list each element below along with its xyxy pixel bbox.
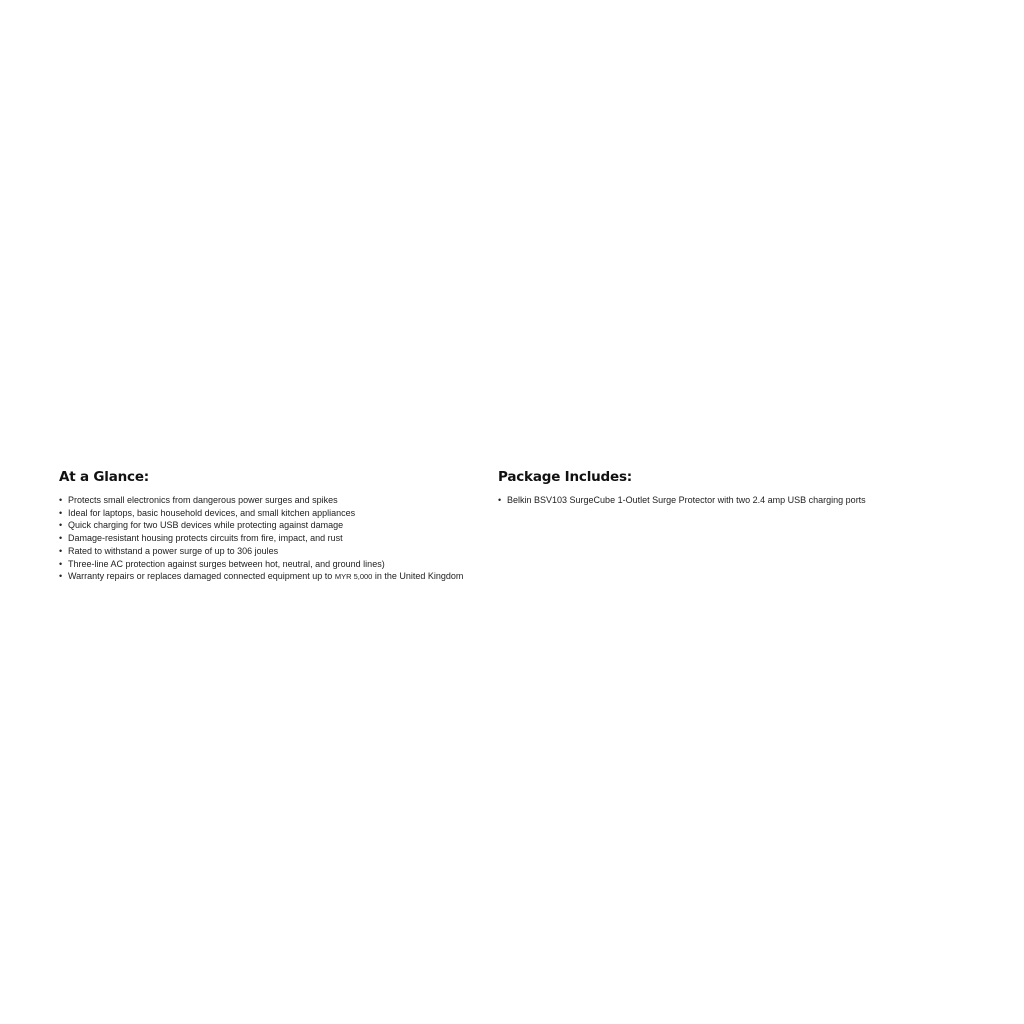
package-includes-section bbox=[498, 468, 918, 507]
bullet-icon: • bbox=[498, 495, 502, 505]
bullet-icon: • bbox=[59, 558, 63, 569]
list-item-text: Rated to withstand a power surge of up to 306 joules bbox=[68, 545, 279, 556]
list-item bbox=[59, 532, 479, 545]
warranty-prefix: Warranty repairs or replaces damaged connected equipment up to bbox=[68, 571, 335, 582]
bullet-icon: • bbox=[59, 520, 63, 531]
package-includes-heading: Package Includes: bbox=[498, 469, 632, 485]
package-includes-list bbox=[498, 494, 918, 507]
at-a-glance-heading: At a Glance: bbox=[59, 469, 149, 485]
bullet-icon: • bbox=[59, 533, 63, 544]
list-item-text: Three-line AC protection against surges between hot, neutral, and ground lines) bbox=[68, 558, 385, 569]
list-item bbox=[59, 545, 479, 558]
list-item-text: Quick charging for two USB devices while protecting against damage bbox=[68, 520, 344, 531]
list-item bbox=[59, 507, 479, 520]
bullet-icon: • bbox=[59, 495, 63, 505]
at-a-glance-section bbox=[59, 468, 479, 584]
warranty-amount: MYR 5,000 bbox=[334, 572, 373, 582]
bullet-icon: • bbox=[59, 571, 63, 582]
bullet-icon: • bbox=[59, 545, 63, 556]
list-item-text: Ideal for laptops, basic household devices, and small kitchen appliances bbox=[68, 507, 356, 518]
list-item bbox=[59, 519, 479, 532]
list-item bbox=[498, 494, 918, 507]
warranty-suffix: in the United Kingdom bbox=[372, 571, 464, 582]
warranty-item bbox=[59, 570, 479, 584]
list-item-text: Belkin BSV103 SurgeCube 1-Outlet Surge Protector with two 2.4 amp USB charging ports bbox=[507, 495, 866, 505]
list-item bbox=[59, 494, 479, 507]
list-item-text: Damage-resistant housing protects circuits from fire, impact, and rust bbox=[68, 533, 343, 544]
bullet-icon: • bbox=[59, 507, 63, 518]
list-item-text: Protects small electronics from dangerous power surges and spikes bbox=[68, 495, 338, 505]
at-a-glance-list bbox=[59, 494, 479, 584]
list-item bbox=[59, 558, 479, 571]
